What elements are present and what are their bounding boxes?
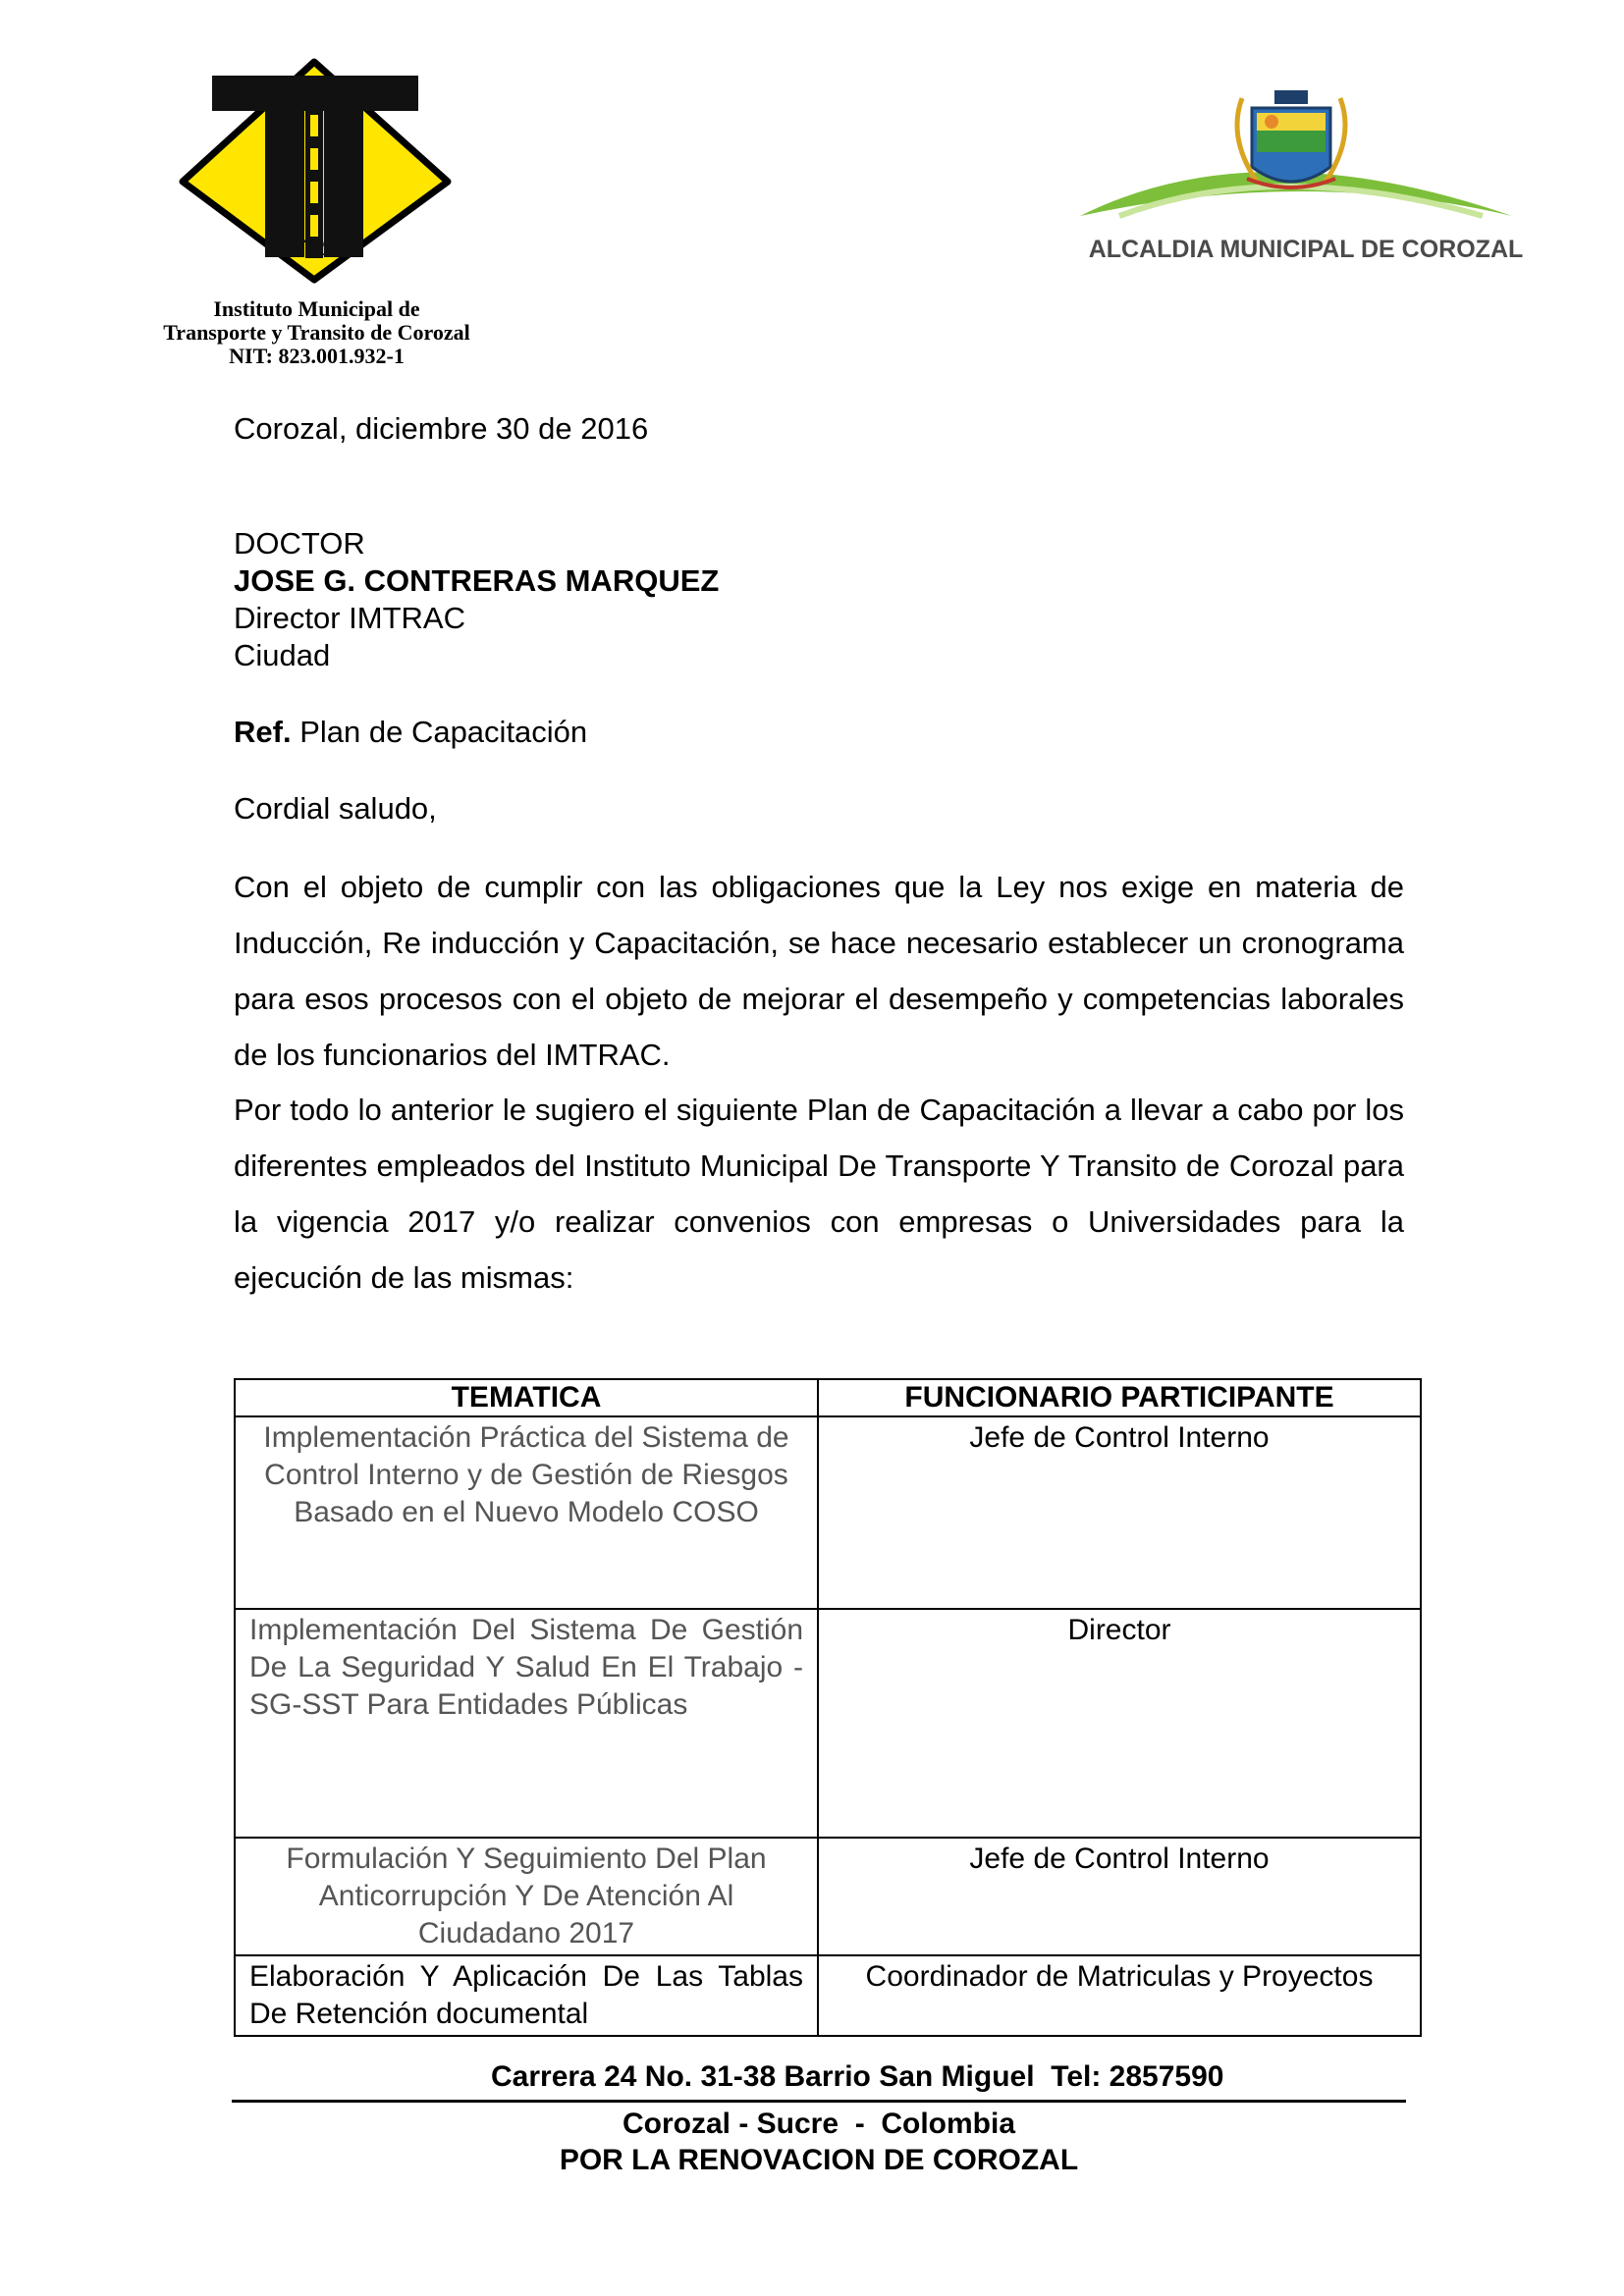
reference-text: Plan de Capacitación	[291, 715, 588, 749]
training-plan-table	[234, 1378, 1422, 2037]
footer-address: Carrera 24 No. 31-38 Barrio San Miguel Tel: 2857590	[491, 2060, 1224, 2093]
footer-city: Corozal - Sucre - Colombia	[622, 2108, 1016, 2140]
institute-nit: NIT: 823.001.932-1	[229, 344, 405, 368]
letter-date: Corozal, diciembre 30 de 2016	[234, 411, 649, 446]
table-row	[235, 1416, 1421, 1609]
table-row	[235, 1955, 1421, 2036]
institute-caption	[118, 297, 515, 368]
recipient-block	[234, 525, 719, 674]
institute-name-line-1: Instituto Municipal de	[213, 296, 420, 321]
funcionario-cell: Coordinador de Matriculas y Proyectos	[818, 1955, 1421, 2036]
alcaldia-logo	[1060, 69, 1551, 275]
tematica-cell: Elaboración Y Aplicación De Las Tablas De Retención documental	[235, 1955, 818, 2036]
funcionario-cell: Director	[818, 1609, 1421, 1838]
recipient-title: DOCTOR	[234, 526, 365, 561]
alcaldia-text: ALCALDIA MUNICIPAL DE COROZAL	[1088, 236, 1524, 263]
body-paragraph-1: Con el objeto de cumplir con las obligaciones que la Ley nos exige en materia de Inducción, Re inducción y Capacitación, se hace necesario establecer un cronograma para esos procesos con el objeto de mejorar el desempeño y competencias laborales de los funcionarios del IMTRAC.	[234, 870, 1404, 1072]
recipient-position: Director IMTRAC	[234, 601, 465, 635]
table-row	[235, 1838, 1421, 1955]
header-funcionario: FUNCIONARIO PARTICIPANTE	[818, 1379, 1421, 1416]
recipient-city: Ciudad	[234, 638, 331, 672]
table-header-row	[235, 1379, 1421, 1416]
coat-of-arms-icon	[1237, 90, 1345, 187]
body-paragraph-2: Por todo lo anterior le sugiero el siguiente Plan de Capacitación a llevar a cabo por los diferentes empleados del Instituto Municipal De Transporte Y Transito de Corozal para la vigencia 2017 y/o realizar convenios con empresas o Universidades para la ejecución de las mismas:	[234, 1093, 1404, 1295]
funcionario-cell: Jefe de Control Interno	[818, 1838, 1421, 1955]
table-row	[235, 1609, 1421, 1838]
tematica-cell: Implementación Práctica del Sistema de Control Interno y de Gestión de Riesgos Basado en el Nuevo Modelo COSO	[235, 1416, 818, 1609]
recipient-name: JOSE G. CONTRERAS MARQUEZ	[234, 563, 720, 598]
institute-name-line-2: Transporte y Transito de Corozal	[163, 320, 470, 345]
reference-label: Ref.	[234, 715, 292, 749]
imtrac-logo	[175, 54, 455, 290]
reference-line	[234, 714, 587, 751]
funcionario-cell: Jefe de Control Interno	[818, 1416, 1421, 1609]
footer-slogan: POR LA RENOVACION DE COROZAL	[559, 2144, 1079, 2176]
header-tematica: TEMATICA	[235, 1379, 818, 1416]
footer-divider	[232, 2100, 1406, 2103]
greeting: Cordial saludo,	[234, 791, 437, 826]
tematica-cell: Implementación Del Sistema De Gestión De La Seguridad Y Salud En El Trabajo - SG-SST Para Entidades Públicas	[235, 1609, 818, 1838]
tematica-cell: Formulación Y Seguimiento Del Plan Anticorrupción Y De Atención Al Ciudadano 2017	[235, 1838, 818, 1955]
imtrac-logo-text: IMTRAC	[272, 236, 356, 260]
